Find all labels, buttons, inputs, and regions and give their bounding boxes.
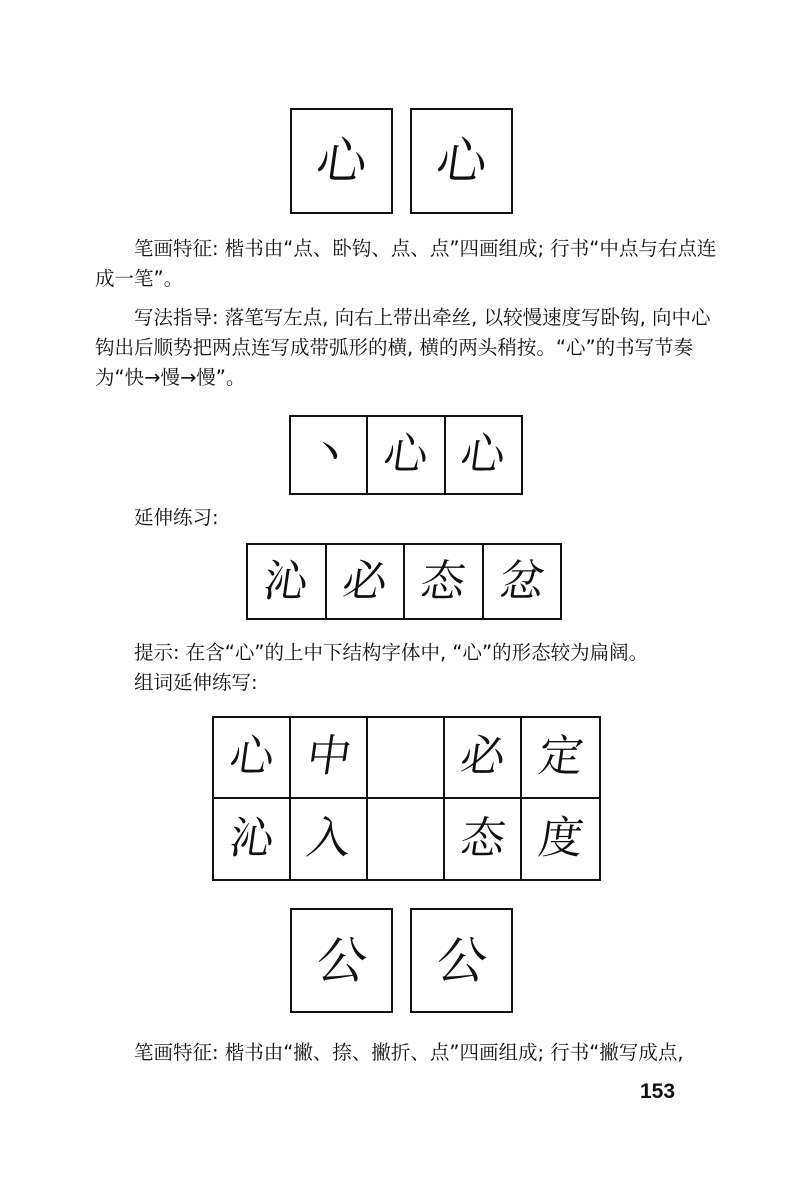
word-char: 心 xyxy=(225,731,278,783)
stroke-step-cell xyxy=(444,417,521,493)
stroke-feature-text-2: 笔画特征: 楷书由“撇、捺、撇折、点”四画组成; 行书“撇写成点, xyxy=(134,1041,684,1064)
extension-practice-strip xyxy=(246,543,562,620)
extension-cell xyxy=(325,545,404,618)
writing-guide-text: 写法指导: 落笔写左点, 向右上带出牵丝, 以较慢速度写卧钩, 向中心钩出后顺势把两点连写成带弧形的横, 横的两头稍按。“心”的书写节奏为“快→慢→慢”。 xyxy=(95,306,711,389)
stroke-step-cell xyxy=(291,417,366,493)
stroke-step-char: 心 xyxy=(457,429,509,480)
word-cell xyxy=(214,799,291,880)
word-char: 度 xyxy=(534,812,587,864)
word-cell xyxy=(445,799,522,880)
word-cell xyxy=(291,718,368,799)
word-cell-empty xyxy=(368,799,445,880)
stroke-steps-strip xyxy=(289,415,523,495)
stroke-step-char: 心 xyxy=(380,429,432,480)
char-box-gong-kaishu xyxy=(290,908,393,1013)
word-char: 定 xyxy=(534,731,587,783)
extension-char: 沁 xyxy=(260,555,312,607)
stroke-step-cell xyxy=(366,417,443,493)
extension-char: 必 xyxy=(339,555,391,607)
word-practice-label: 组词延伸练写: xyxy=(134,671,258,694)
extension-cell xyxy=(403,545,482,618)
tip-text: 提示: 在含“心”的上中下结构字体中, “心”的形态较为扁阔。 xyxy=(134,641,649,664)
stroke-feature-text-1: 笔画特征: 楷书由“点、卧钩、点、点”四画组成; 行书“中点与右点连成一笔”。 xyxy=(95,237,717,290)
extension-char: 态 xyxy=(417,555,469,607)
char-gong-kaishu: 公 xyxy=(312,931,371,990)
word-char: 必 xyxy=(456,731,509,783)
word-cell xyxy=(291,799,368,880)
char-gong-xingshu: 公 xyxy=(432,931,491,990)
char-xin-kaishu: 心 xyxy=(312,132,371,190)
word-practice-grid xyxy=(212,716,601,881)
word-char: 沁 xyxy=(225,812,278,864)
word-cell xyxy=(445,718,522,799)
extension-cell xyxy=(248,545,325,618)
word-cell-empty xyxy=(368,718,445,799)
word-cell xyxy=(214,718,291,799)
char-box-xin-kaishu xyxy=(290,108,393,214)
char-box-xin-xingshu xyxy=(410,108,513,214)
word-cell xyxy=(522,718,599,799)
extension-cell xyxy=(482,545,561,618)
char-box-gong-xingshu xyxy=(410,908,513,1013)
page-number: 153 xyxy=(640,1080,676,1103)
word-char: 入 xyxy=(302,812,355,864)
word-cell xyxy=(522,799,599,880)
extension-practice-label: 延伸练习: xyxy=(134,506,219,529)
char-xin-xingshu: 心 xyxy=(432,132,491,190)
stroke-step-char: 丶 xyxy=(303,429,355,480)
extension-char: 忿 xyxy=(496,555,548,607)
word-char: 中 xyxy=(302,731,355,783)
word-char: 态 xyxy=(456,812,509,864)
